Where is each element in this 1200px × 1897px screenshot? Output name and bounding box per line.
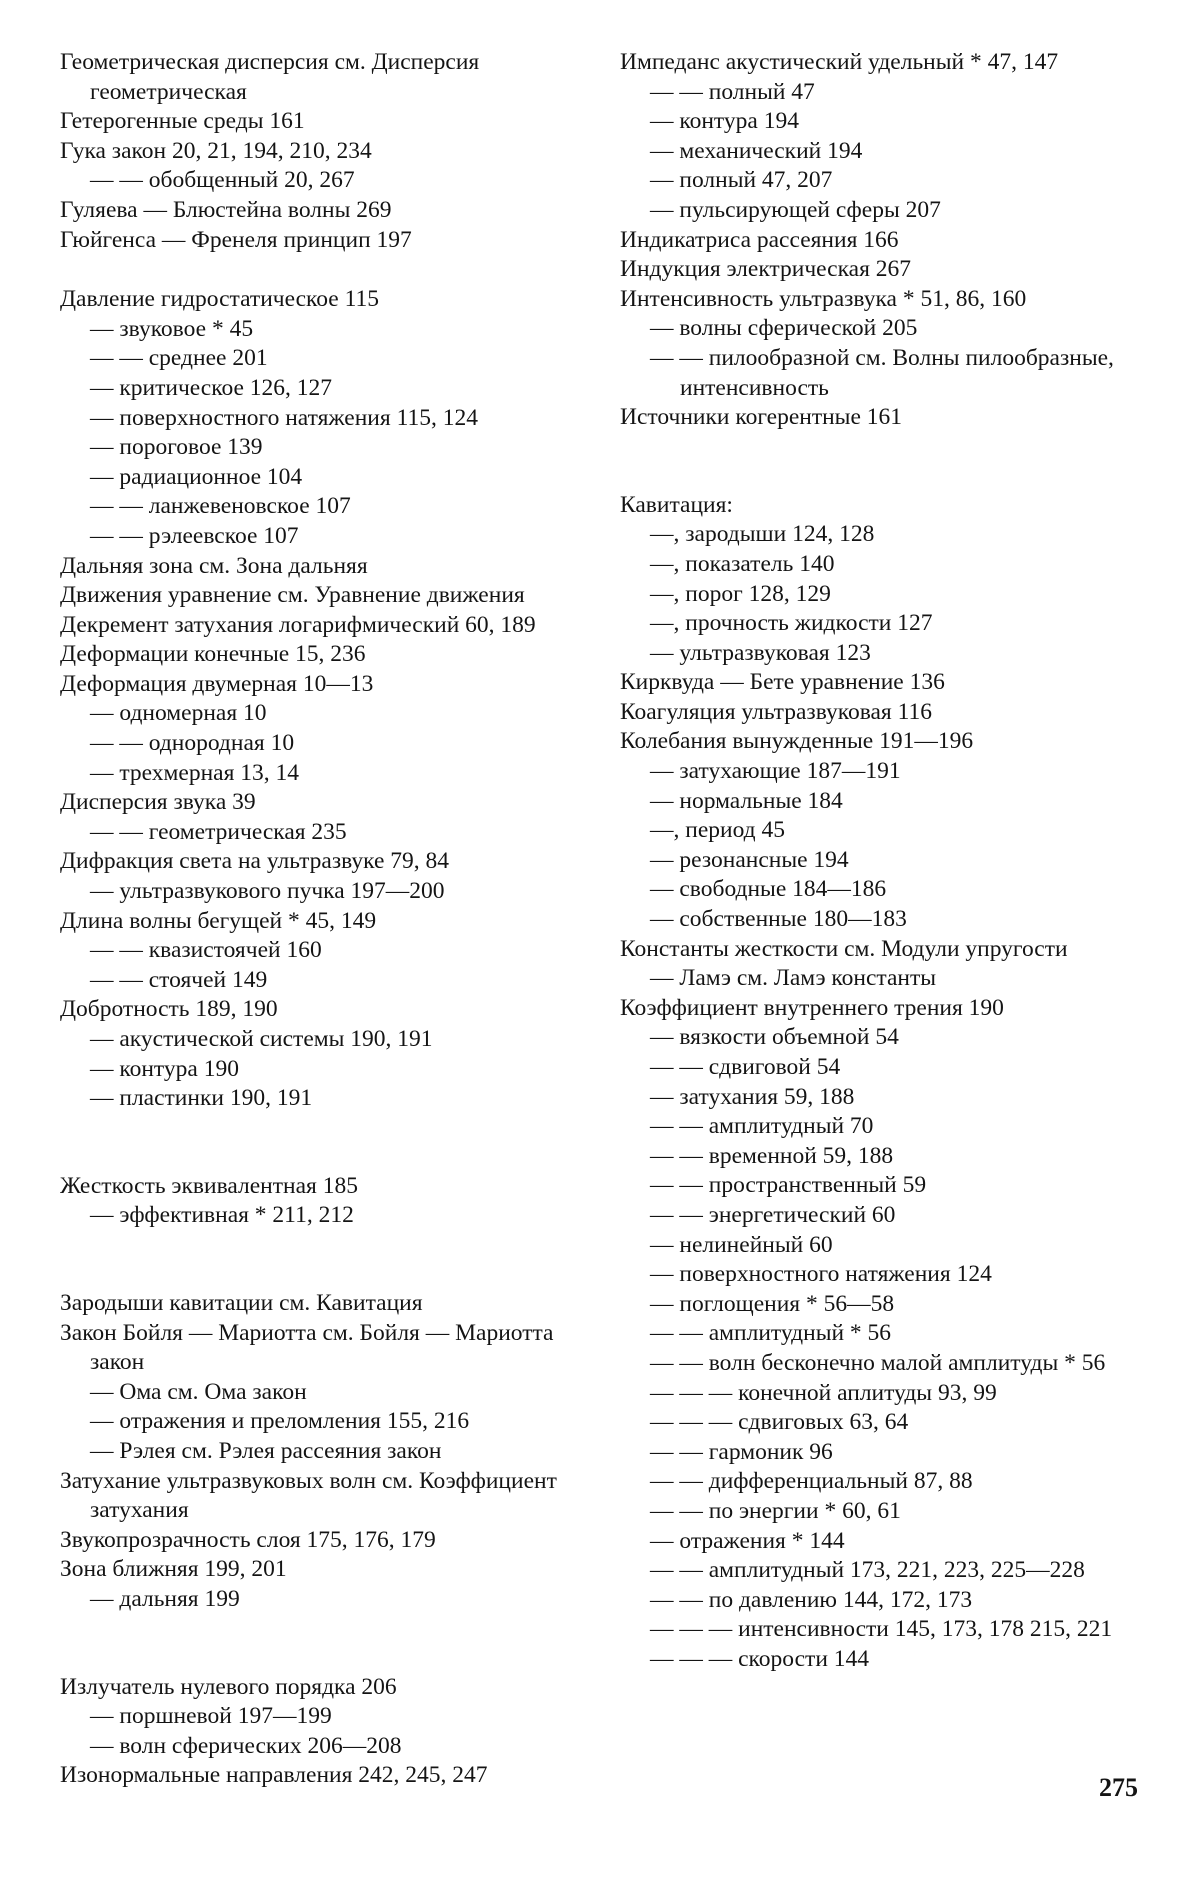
index-entry: Источники когерентные 161 <box>620 404 903 431</box>
index-subentry: —, порог 128, 129 <box>650 580 831 607</box>
index-subentry: — нормальные 184 <box>650 787 843 814</box>
index-subentry: — — обобщенный 20, 267 <box>90 167 355 194</box>
index-subentry: — механический 194 <box>650 137 863 164</box>
index-entry: Длина волны бегущей * 45, 149 <box>60 907 377 934</box>
index-subentry: — — — конечной аплитуды 93, 99 <box>650 1379 997 1406</box>
index-subentry: — пульсирующей сферы 207 <box>650 196 941 223</box>
index-subentry: — отражения и преломления 155, 216 <box>90 1408 470 1435</box>
index-subentry: — — рэлеевское 107 <box>90 522 299 549</box>
index-subentry: —, показатель 140 <box>650 550 835 577</box>
index-entry: Дальняя зона см. Зона дальняя <box>60 552 368 579</box>
index-subentry: — звуковое * 45 <box>90 315 254 342</box>
index-subentry: —, период 45 <box>650 817 785 844</box>
index-subentry: — свободные 184—186 <box>650 876 887 903</box>
index-subentry: — дальняя 199 <box>90 1585 240 1612</box>
index-subentry: — — — интенсивности 145, 173, 178 215, 221 <box>650 1616 1113 1643</box>
index-subentry: — — — скорости 144 <box>650 1645 870 1672</box>
index-subentry: — ультразвукового пучка 197—200 <box>90 878 445 905</box>
index-entry: Кирквуда — Бете уравнение 136 <box>620 669 945 696</box>
index-entry: Изонормальные направления 242, 245, 247 <box>60 1762 488 1789</box>
index-subentry: — пороговое 139 <box>90 434 263 461</box>
index-subentry: — — по энергии * 60, 61 <box>650 1497 901 1524</box>
index-subentry: — — однородная 10 <box>90 730 295 757</box>
index-subentry: — — сдвиговой 54 <box>650 1054 841 1080</box>
index-subentry: —, зародыши 124, 128 <box>650 521 875 548</box>
index-subentry: — Ламэ см. Ламэ константы <box>650 965 937 992</box>
index-subentry: — поверхностного натяжения 124 <box>650 1261 992 1288</box>
index-subentry: — отражения * 144 <box>650 1527 845 1554</box>
index-subentry: — поглощения * 56—58 <box>650 1290 895 1317</box>
index-subentry: — критическое 126, 127 <box>90 374 333 401</box>
index-entry: Импеданс акустический удельный * 47, 147 <box>620 49 1059 75</box>
index-entry: Жесткость эквивалентная 185 <box>60 1172 358 1199</box>
index-subentry: — волны сферической 205 <box>650 315 918 342</box>
index-subentry: — — гармоник 96 <box>650 1438 833 1465</box>
index-subentry: — — волн бесконечно малой амплитуды * 56 <box>650 1349 1106 1376</box>
index-entry: Зародыши кавитации см. Кавитация <box>60 1289 423 1316</box>
index-entry: Гука закон 20, 21, 194, 210, 234 <box>60 137 372 164</box>
index-subentry: —, прочность жидкости 127 <box>650 610 933 637</box>
index-subentry: — собственные 180—183 <box>650 906 907 933</box>
index-subentry: — — по давлению 144, 172, 173 <box>650 1586 973 1613</box>
index-subentry: — — амплитудный * 56 <box>650 1320 892 1347</box>
index-subentry: — Ома см. Ома закон <box>90 1378 307 1405</box>
section-gap <box>60 1114 580 1172</box>
index-subentry: — поршневой 197—199 <box>90 1703 332 1730</box>
section-gap <box>60 1231 580 1289</box>
index-entry: Закон Бойля — Мариотта см. Бойля — Мариотта закон <box>60 1319 554 1376</box>
index-subentry: — — амплитудный 173, 221, 223, 225—228 <box>650 1557 1085 1584</box>
index-subentry: — — стоячей 149 <box>90 966 268 993</box>
index-subentry: — трехмерная 13, 14 <box>90 759 300 786</box>
index-entry: Давление гидростатическое 115 <box>60 286 379 313</box>
index-entry: Деформации конечные 15, 236 <box>60 641 366 668</box>
index-entry: Геометрическая дисперсия см. Дисперсия геометрическая <box>60 49 480 105</box>
index-entry: Дисперсия звука 39 <box>60 789 256 816</box>
index-entry: Зона ближняя 199, 201 <box>60 1556 287 1583</box>
index-subentry: — — полный 47 <box>650 78 815 105</box>
index-entry: Индукция электрическая 267 <box>620 256 912 283</box>
index-subentry: — — амплитудный 70 <box>650 1113 874 1140</box>
index-entry: Дифракция света на ультразвуке 79, 84 <box>60 848 450 875</box>
index-entry: Гюйгенса — Френеля принцип 197 <box>60 226 412 253</box>
index-subentry: — — временной 59, 188 <box>650 1142 894 1169</box>
index-subentry: — затухания 59, 188 <box>650 1083 855 1110</box>
index-entry: Деформация двумерная 10—13 <box>60 670 374 697</box>
index-subentry: — поверхностного натяжения 115, 124 <box>90 404 478 431</box>
index-subentry: — — пилообразной см. Волны пилообразные, интенсивность <box>650 344 1114 401</box>
index-subentry: — вязкости объемной 54 <box>650 1024 899 1051</box>
index-subentry: — — энергетический 60 <box>650 1201 896 1228</box>
page-number: 275 <box>1099 1773 1138 1802</box>
index-subentry: — резонансные 194 <box>650 846 849 873</box>
index-subentry: — — геометрическая 235 <box>90 818 347 845</box>
index-subentry: — Рэлея см. Рэлея рассеяния закон <box>90 1437 442 1464</box>
index-column-left <box>60 48 580 1791</box>
index-subentry: — затухающие 187—191 <box>650 758 901 785</box>
index-subentry: — контура 194 <box>650 108 799 135</box>
index-subentry: — ультразвуковая 123 <box>650 639 871 666</box>
index-entry: Добротность 189, 190 <box>60 996 278 1023</box>
index-entry: Движения уравнение см. Уравнение движения <box>60 582 525 609</box>
index-subentry: — одномерная 10 <box>90 700 267 727</box>
index-entry: Коэффициент внутреннего трения 190 <box>620 994 1004 1021</box>
section-gap <box>60 1615 580 1673</box>
index-entry: Гетерогенные среды 161 <box>60 108 305 135</box>
index-entry: Звукопрозрачность слоя 175, 176, 179 <box>60 1526 436 1553</box>
index-subentry: — контура 190 <box>90 1055 239 1082</box>
index-entry: Декремент затухания логарифмический 60, 189 <box>60 611 536 638</box>
index-subentry: — эффективная * 211, 212 <box>90 1202 354 1229</box>
index-entry: Интенсивность ультразвука * 51, 86, 160 <box>620 285 1027 312</box>
index-entry: Гуляева — Блюстейна волны 269 <box>60 196 392 223</box>
index-subentry: — акустической системы 190, 191 <box>90 1026 433 1052</box>
index-entry: Излучатель нулевого порядка 206 <box>60 1673 397 1700</box>
index-entry: Кавитация: <box>620 491 733 518</box>
index-entry: Колебания вынужденные 191—196 <box>620 728 974 755</box>
index-column-right <box>620 48 1145 1674</box>
index-subentry: — нелинейный 60 <box>650 1231 833 1258</box>
section-gap <box>620 433 1145 491</box>
index-entry: Затухание ультразвуковых волн см. Коэффициент затухания <box>60 1467 557 1524</box>
index-entry: Индикатриса рассеяния 166 <box>620 226 899 253</box>
index-subentry: — пластинки 190, 191 <box>90 1085 313 1112</box>
index-subentry: — — — сдвиговых 63, 64 <box>650 1409 909 1436</box>
index-subentry: — — квазистоячей 160 <box>90 937 322 964</box>
index-subentry: — — среднее 201 <box>90 345 268 372</box>
index-subentry: — радиационное 104 <box>90 463 303 490</box>
index-subentry: — полный 47, 207 <box>650 167 833 194</box>
index-entry: Константы жесткости см. Модули упругости <box>620 935 1068 962</box>
index-subentry: — — дифференциальный 87, 88 <box>650 1468 973 1495</box>
index-entry: Коагуляция ультразвуковая 116 <box>620 698 932 725</box>
index-subentry: — — пространственный 59 <box>650 1172 927 1199</box>
index-subentry: — — ланжевеновское 107 <box>90 493 351 520</box>
section-gap <box>60 255 580 285</box>
index-subentry: — волн сферических 206—208 <box>90 1732 402 1759</box>
